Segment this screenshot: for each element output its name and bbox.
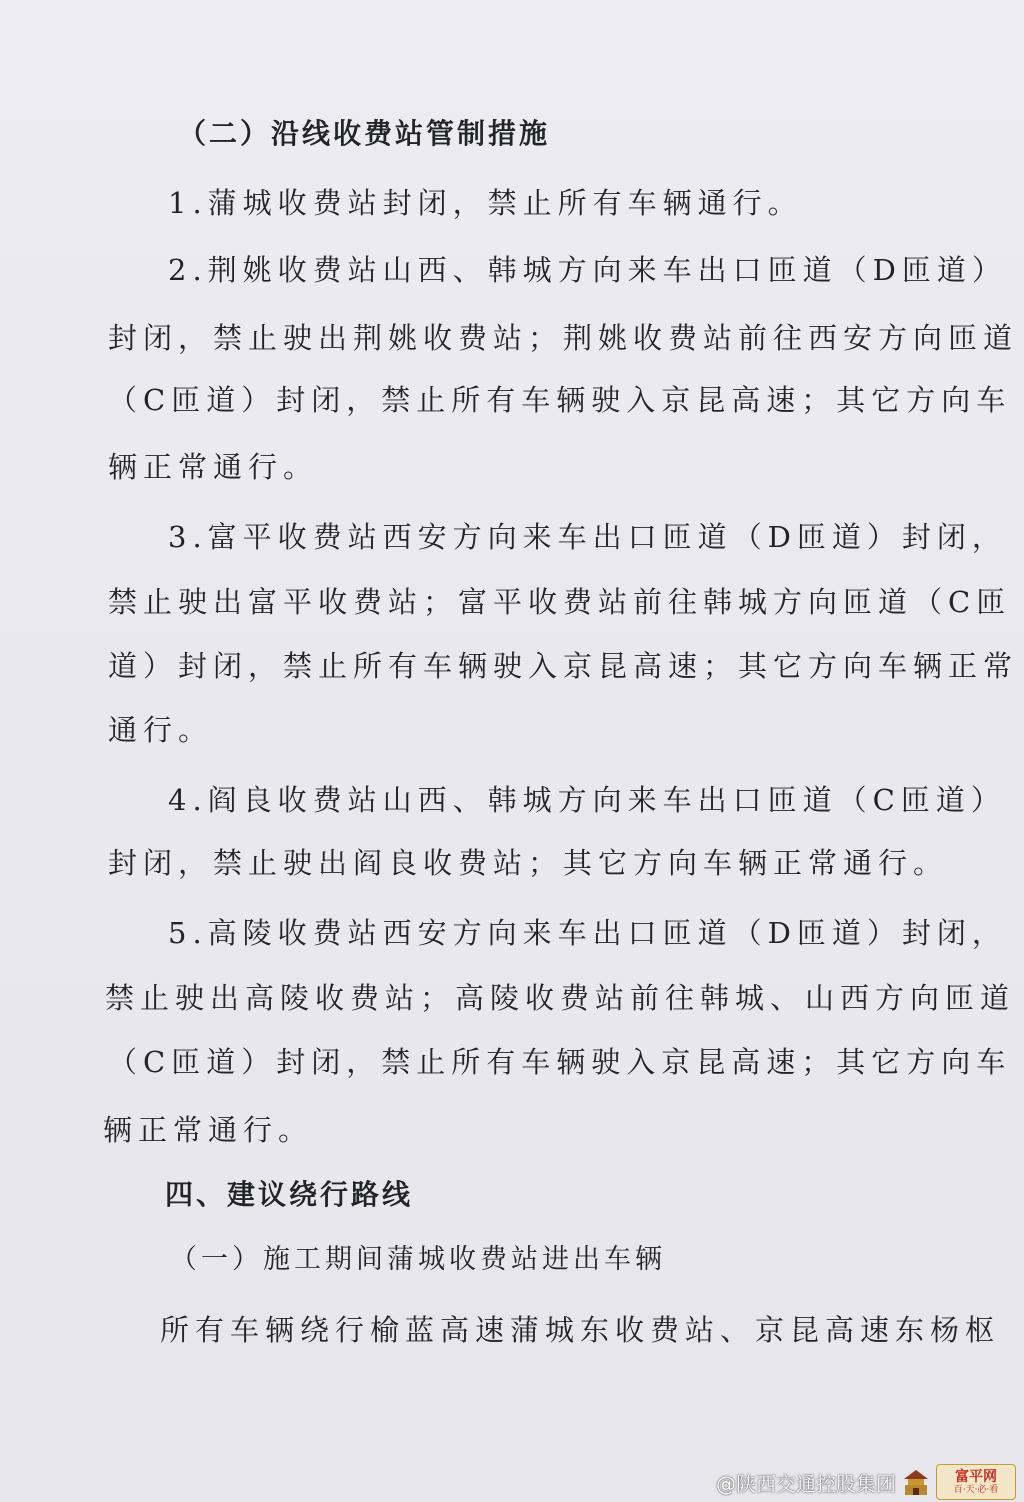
watermark-text: @陕西交通控股集团 (716, 1471, 896, 1496)
paragraph-line: 1.蒲城收费站封闭，禁止所有车辆通行。 (168, 186, 803, 220)
paragraph-line: 禁止驶出富平收费站；富平收费站前往韩城方向匝道（C匝 (108, 585, 1012, 619)
paragraph-line: 封闭，禁止驶出阎良收费站；其它方向车辆正常通行。 (108, 846, 949, 880)
paragraph-line: 封闭，禁止驶出荆姚收费站；荆姚收费站前往西安方向匝道 (108, 321, 1019, 355)
paragraph-line: 3.富平收费站西安方向来车出口匝道（D匝道）封闭， (168, 520, 1007, 554)
paragraph-line: 4.阎良收费站山西、韩城方向来车出口匝道（C匝道） (168, 783, 1006, 817)
paragraph-line: （C匝道）封闭，禁止所有车辆驶入京昆高速；其它方向车 (108, 1045, 1012, 1079)
paragraph-line: 辆正常通行。 (108, 450, 319, 484)
paragraph-line: 禁止驶出高陵收费站；高陵收费站前往韩城、山西方向匝道 (105, 981, 1016, 1015)
subsection-heading: （一）施工期间蒲城收费站进出车辆 (170, 1244, 666, 1275)
tower-icon (902, 1467, 930, 1497)
section-heading: （二）沿线收费站管制措施 (178, 117, 551, 150)
section-heading: 四、建议绕行路线 (165, 1178, 414, 1211)
site-logo (936, 1464, 1016, 1500)
paragraph-line: 5.高陵收费站西安方向来车出口匝道（D匝道）封闭， (168, 916, 1007, 950)
logo-title: 富平网 (955, 1468, 997, 1485)
paragraph-line: 2.荆姚收费站山西、韩城方向来车出口匝道（D匝道） (168, 253, 1007, 287)
paragraph-line: 所有车辆绕行榆蓝高速蒲城东收费站、京昆高速东杨枢 (160, 1313, 1001, 1347)
paragraph-line: 道）封闭，禁止所有车辆驶入京昆高速；其它方向车辆正常 (108, 649, 1019, 683)
paragraph-line: 通行。 (108, 713, 214, 747)
paragraph-line: 辆正常通行。 (103, 1113, 314, 1147)
watermark (716, 1462, 1024, 1502)
logo-subtitle: 百·天·必·看 (953, 1484, 999, 1495)
paragraph-line: （C匝道）封闭，禁止所有车辆驶入京昆高速；其它方向车 (108, 383, 1012, 417)
